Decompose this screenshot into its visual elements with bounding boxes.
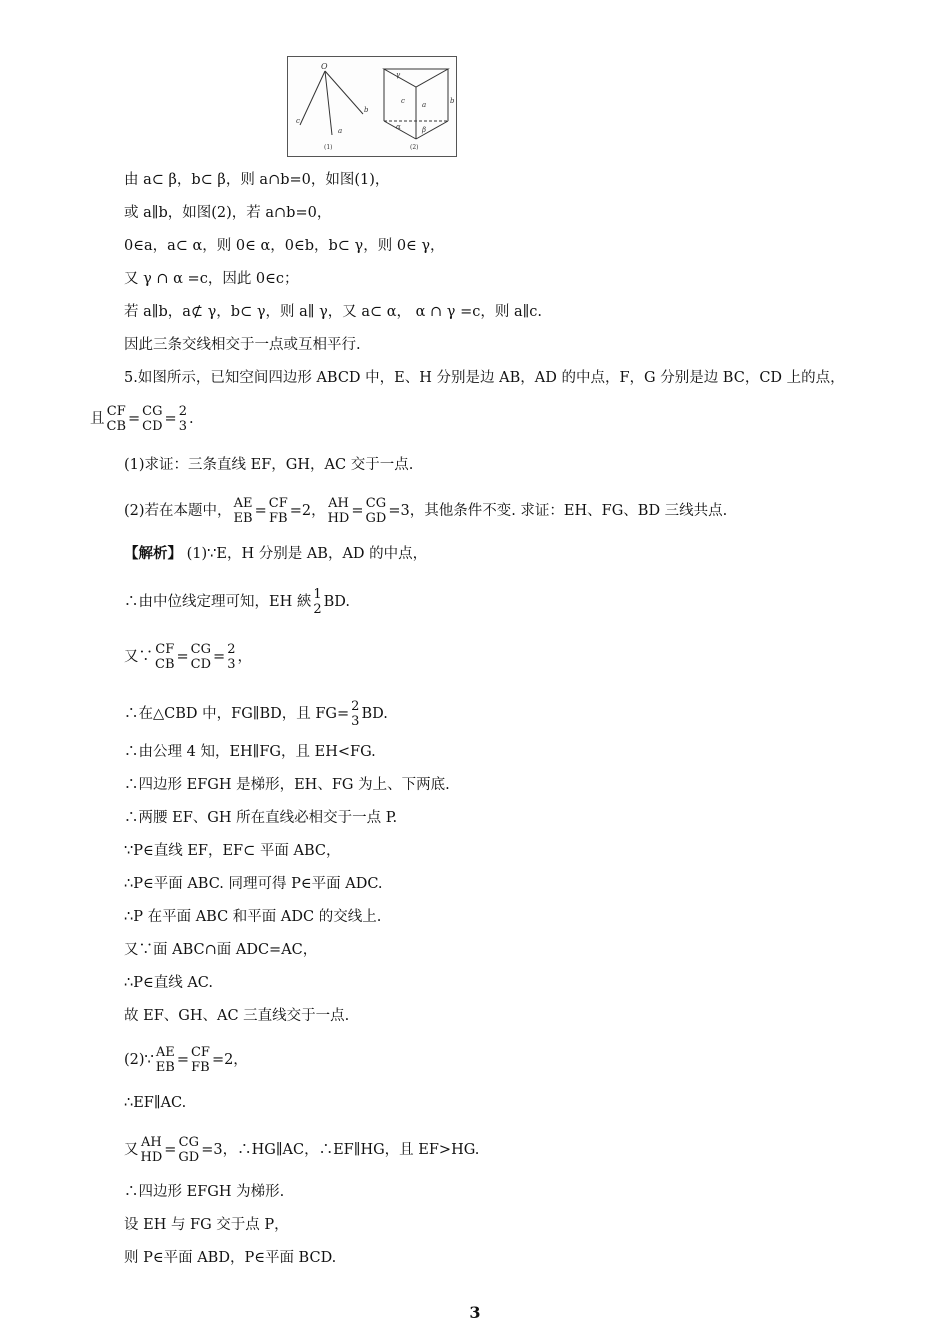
fraction-ae-eb: AE EB bbox=[233, 496, 253, 526]
fraction-cg-cd: CG CD bbox=[142, 404, 163, 434]
problem-5-statement: 5.如图所示，已知空间四边形 ABCD 中，E、H 分别是边 AB，AD 的中点，F，G 分别是边 BC，CD 上的点， bbox=[124, 370, 845, 386]
page-number: 3 bbox=[469, 1303, 481, 1322]
analysis-heading: 【解析】 (1)∵E，H 分别是 AB，AD 的中点， bbox=[124, 545, 428, 562]
figure-1-label: (1) bbox=[324, 144, 333, 151]
fraction-cg-gd-2: CG GD bbox=[178, 1135, 200, 1165]
line-b-label-1: b bbox=[364, 106, 369, 114]
fraction-2-3-c: 2 3 bbox=[351, 699, 360, 729]
analysis-line-28: 设 EH 与 FG 交于点 P， bbox=[124, 1217, 289, 1233]
analysis-line-20: ∴P 在平面 ABC 和平面 ADC 的交线上. bbox=[124, 909, 382, 925]
text-line-3: 0∈a，a⊂ α，则 0∈ α，0∈b，b⊂ γ，则 0∈ γ， bbox=[124, 238, 445, 254]
fraction-2-3: 2 3 bbox=[178, 404, 187, 434]
fraction-ae-eb-2: AE EB bbox=[155, 1045, 175, 1075]
figure-drawing bbox=[288, 57, 456, 156]
geometry-figure bbox=[287, 56, 457, 157]
text-line-1: 由 a⊂ β，b⊂ β，则 a∩b=0，如图(1)， bbox=[124, 172, 390, 188]
analysis-line-18: ∵P∈直线 EF，EF⊂ 平面 ABC， bbox=[124, 843, 341, 859]
text-line-2: 或 a∥b，如图(2)，若 a∩b=0， bbox=[124, 205, 332, 221]
figure-2-label: (2) bbox=[410, 144, 419, 151]
analysis-line-21: 又∵面 ABC∩面 ADC=AC， bbox=[124, 942, 318, 958]
analysis-tag: 【解析】 bbox=[124, 545, 182, 562]
line-b-label-2: b bbox=[450, 97, 455, 105]
fraction-2-3-b: 2 3 bbox=[227, 642, 236, 672]
line-a-label-1: a bbox=[338, 127, 343, 135]
fraction-cg-cd-2: CG CD bbox=[190, 642, 212, 672]
line-c-label-2: c bbox=[401, 97, 405, 105]
line-c-label-1: c bbox=[296, 117, 300, 125]
analysis-line-fg: ∴在△CBD 中，FG∥BD，且 FG= 2 3 BD. bbox=[124, 699, 388, 729]
analysis-line-midline: ∴由中位线定理可知，EH 綊 1 2 BD. bbox=[124, 587, 350, 617]
plane-beta-label: β bbox=[422, 126, 427, 134]
analysis-line-15: ∴由公理 4 知，EH∥FG，且 EH<FG. bbox=[124, 744, 376, 760]
analysis-line-26: 又 AH HD = CG GD =3，∴HG∥AC，∴EF∥HG，且 EF>HG. bbox=[124, 1135, 480, 1165]
analysis-line-19: ∴P∈平面 ABC. 同理可得 P∈平面 ADC. bbox=[124, 876, 383, 892]
plane-gamma-label: γ bbox=[396, 71, 401, 79]
fraction-cf-cb: CF CB bbox=[106, 404, 126, 434]
text-line-5: 若 a∥b，a⊄ γ，b⊂ γ，则 a∥ γ，又 a⊂ α， α ∩ γ =c，则 a∥c. bbox=[124, 304, 543, 320]
fraction-cg-gd: CG GD bbox=[365, 496, 387, 526]
part-2-analysis-start: (2)∵ AE EB = CF FB =2， bbox=[124, 1045, 248, 1075]
part-1-question: (1)求证：三条直线 EF，GH，AC 交于一点. bbox=[124, 457, 414, 473]
analysis-line-16: ∴四边形 EFGH 是梯形，EH、FG 为上、下两底. bbox=[124, 777, 450, 793]
fraction-ah-hd-2: AH HD bbox=[140, 1135, 163, 1165]
fraction-cf-cb-2: CF CB bbox=[155, 642, 175, 672]
analysis-line-ratio: 又∵ CF CB = CG CD = 2 3 ， bbox=[124, 642, 252, 672]
fraction-cf-fb: CF FB bbox=[268, 496, 288, 526]
line-a-label-2: a bbox=[422, 101, 427, 109]
text-segment: 且 bbox=[90, 411, 105, 427]
analysis-line-17: ∴两腰 EF、GH 所在直线必相交于一点 P. bbox=[124, 810, 398, 826]
analysis-line-29: 则 P∈平面 ABD，P∈平面 BCD. bbox=[124, 1250, 337, 1266]
plane-alpha-label: α bbox=[396, 123, 401, 131]
analysis-line-27: ∴四边形 EFGH 为梯形. bbox=[124, 1184, 285, 1200]
problem-5-condition: 且 CF CB = CG CD = 2 3 . bbox=[90, 404, 194, 434]
analysis-line-23: 故 EF、GH、AC 三直线交于一点. bbox=[124, 1008, 350, 1024]
text-line-6: 因此三条交线相交于一点或互相平行. bbox=[124, 337, 361, 353]
text-line-4: 又 γ ∩ α =c，因此 0∈c； bbox=[124, 271, 299, 287]
fraction-1-2: 1 2 bbox=[313, 587, 322, 617]
fraction-ah-hd: AH HD bbox=[327, 496, 350, 526]
point-o-label: O bbox=[321, 62, 328, 71]
analysis-line-22: ∴P∈直线 AC. bbox=[124, 975, 213, 991]
fraction-cf-fb-2: CF FB bbox=[190, 1045, 210, 1075]
analysis-line-25: ∴EF∥AC. bbox=[124, 1095, 187, 1111]
part-2-question: (2)若在本题中， AE EB = CF FB =2， AH HD = CG GD =3，其他条件不变. 求证：EH、FG、BD 三线共点. bbox=[124, 496, 728, 526]
